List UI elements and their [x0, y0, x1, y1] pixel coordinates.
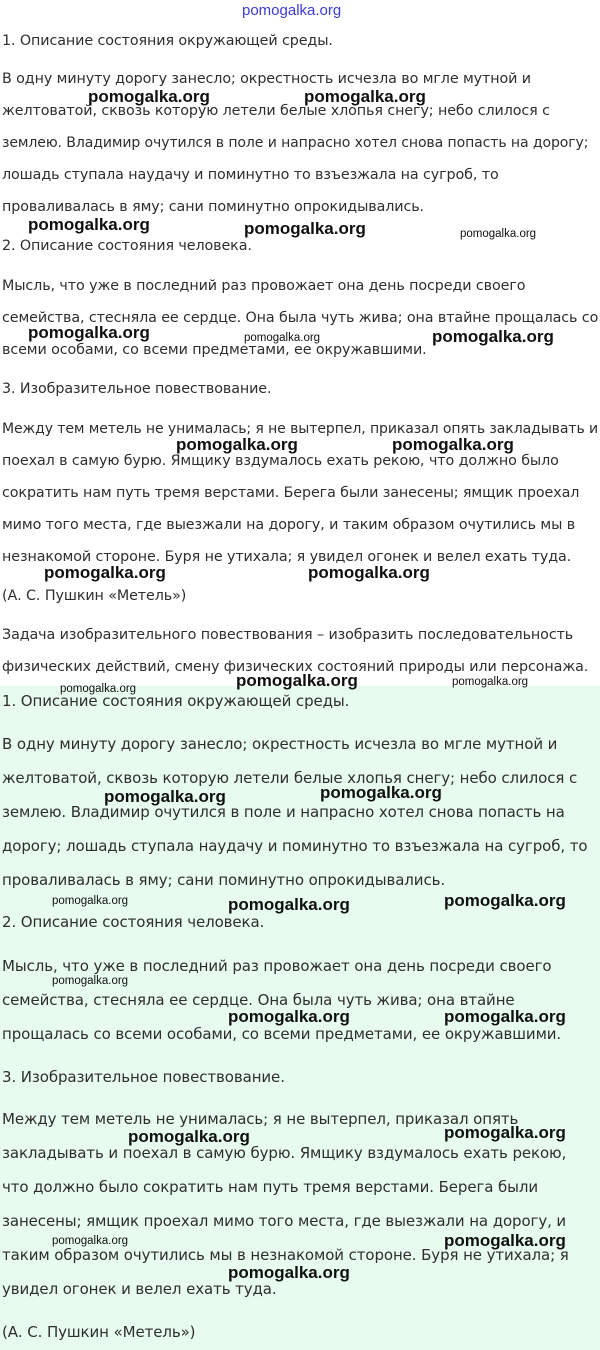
section-heading-2: 2. Описание состояния человека. — [2, 238, 252, 254]
paragraph-line: увидел огонек и велел ехать туда. — [2, 1280, 277, 1298]
citation: (А. С. Пушкин «Метель») — [2, 1323, 196, 1341]
watermark: pomogalka.org — [228, 895, 350, 914]
watermark: pomogalka.org — [452, 676, 529, 688]
section-heading-1: 1. Описание состояния окружающей среды. — [2, 692, 350, 710]
watermark: pomogalka.org — [444, 1123, 566, 1142]
citation: (А. С. Пушкин «Метель») — [2, 588, 187, 604]
paragraph-line: землею. Владимир очутился в поле и напрасно хотел снова попасть на дорогу; — [2, 135, 589, 151]
paragraph-line: семейства, стесняла ее сердце. Она была чуть жива; она втайне прощалась со — [2, 310, 599, 326]
paragraph-line: Между тем метель не унималась; я не вытерпел, приказал опять закладывать и — [2, 421, 599, 437]
paragraph-line: семейства, стесняла ее сердце. Она была чуть жива; она втайне — [2, 991, 515, 1009]
watermark: pomogalka.org — [52, 1235, 129, 1247]
paragraph-line: Между тем метель не унималась; я не вытерпел, приказал опять — [2, 1110, 519, 1128]
watermark: pomogalka.org — [236, 671, 358, 690]
section-heading-1: 1. Описание состояния окружающей среды. — [2, 33, 333, 49]
watermark: pomogalka.org — [444, 891, 566, 910]
watermark: pomogalka.org — [28, 215, 150, 234]
paragraph-line: незнакомой стороне. Буря не утихала; я увидел огонек и велел ехать туда. — [2, 549, 572, 565]
paragraph-line: всеми особами, со всеми предметами, ее окружавшими. — [2, 342, 427, 358]
watermark-top: pomogalka.org — [242, 2, 342, 19]
paragraph-line: поехал в самую бурю. Ямщику вздумалось ехать рекою, что должно было — [2, 453, 559, 469]
watermark: pomogalka.org — [176, 435, 298, 454]
watermark: pomogalka.org — [228, 1007, 350, 1026]
paragraph-line: сократить нам путь тремя верстами. Берега были занесены; ямщик проехал — [2, 485, 580, 501]
watermark: pomogalka.org — [88, 87, 210, 106]
paragraph-line: желтоватой, сквозь которую летели белые хлопья снегу; небо слилося с — [2, 103, 550, 119]
paragraph-line: проваливалась в яму; сани поминутно опрокидывались. — [2, 871, 446, 889]
watermark: pomogalka.org — [60, 683, 137, 695]
watermark: pomogalka.org — [244, 219, 366, 238]
watermark: pomogalka.org — [244, 332, 321, 344]
watermark: pomogalka.org — [444, 1007, 566, 1026]
paragraph-line: занесены; ямщик проехал мимо того места, где выезжали на дорогу, и — [2, 1212, 567, 1230]
paragraph-line: физических действий, смену физических состояний природы или персонажа. — [2, 659, 589, 675]
paragraph-line: таким образом очутились мы в незнакомой стороне. Буря не утихала; я — [2, 1246, 569, 1264]
watermark: pomogalka.org — [228, 1263, 350, 1282]
watermark: pomogalka.org — [444, 1231, 566, 1250]
paragraph-line: проваливалась в яму; сани поминутно опрокидывались. — [2, 199, 424, 215]
paragraph-line: землею. Владимир очутился в поле и напрасно хотел снова попасть на — [2, 803, 565, 821]
paragraph-line: лошадь ступала наудачу и поминутно то взъезжала на сугроб, то — [2, 167, 499, 183]
paragraph-line: Задача изобразительного повествования – изобразить последовательность — [2, 627, 574, 643]
watermark: pomogalka.org — [304, 87, 426, 106]
watermark: pomogalka.org — [44, 563, 166, 582]
watermark: pomogalka.org — [308, 563, 430, 582]
paragraph-line: мимо того места, где выезжали на дорогу, и таким образом очутились мы в — [2, 517, 576, 533]
watermark: pomogalka.org — [52, 895, 129, 907]
section-heading-3: 3. Изобразительное повествование. — [2, 381, 272, 397]
watermark: pomogalka.org — [320, 783, 442, 802]
watermark: pomogalka.org — [460, 228, 537, 240]
paragraph-line: Мысль, что уже в последний раз провожает она день посреди своего — [2, 278, 526, 294]
watermark: pomogalka.org — [128, 1127, 250, 1146]
section-heading-2: 2. Описание состояния человека. — [2, 913, 265, 931]
watermark: pomogalka.org — [392, 435, 514, 454]
paragraph-line: прощалась со всеми особами, со всеми предметами, ее окружавшими. — [2, 1025, 562, 1043]
paragraph-line: В одну минуту дорогу занесло; окрестность исчезла во мгле мутной и — [2, 735, 558, 753]
section-heading-3: 3. Изобразительное повествование. — [2, 1068, 285, 1086]
paragraph-line: закладывать и поехал в самую бурю. Ямщику вздумалось ехать рекою, — [2, 1144, 567, 1162]
watermark: pomogalka.org — [28, 323, 150, 342]
paragraph-line: что должно было сократить нам путь тремя верстами. Берега были — [2, 1178, 539, 1196]
watermark: pomogalka.org — [52, 975, 129, 987]
watermark: pomogalka.org — [104, 787, 226, 806]
watermark: pomogalka.org — [432, 327, 554, 346]
paragraph-line: дорогу; лошадь ступала наудачу и поминутно то взъезжала на сугроб, то — [2, 837, 588, 855]
paragraph-line: Мысль, что уже в последний раз провожает она день посреди своего — [2, 957, 552, 975]
paragraph-line: желтоватой, сквозь которую летели белые хлопья снегу; небо слилося с — [2, 769, 578, 787]
paragraph-line: В одну минуту дорогу занесло; окрестность исчезла во мгле мутной и — [2, 71, 531, 87]
